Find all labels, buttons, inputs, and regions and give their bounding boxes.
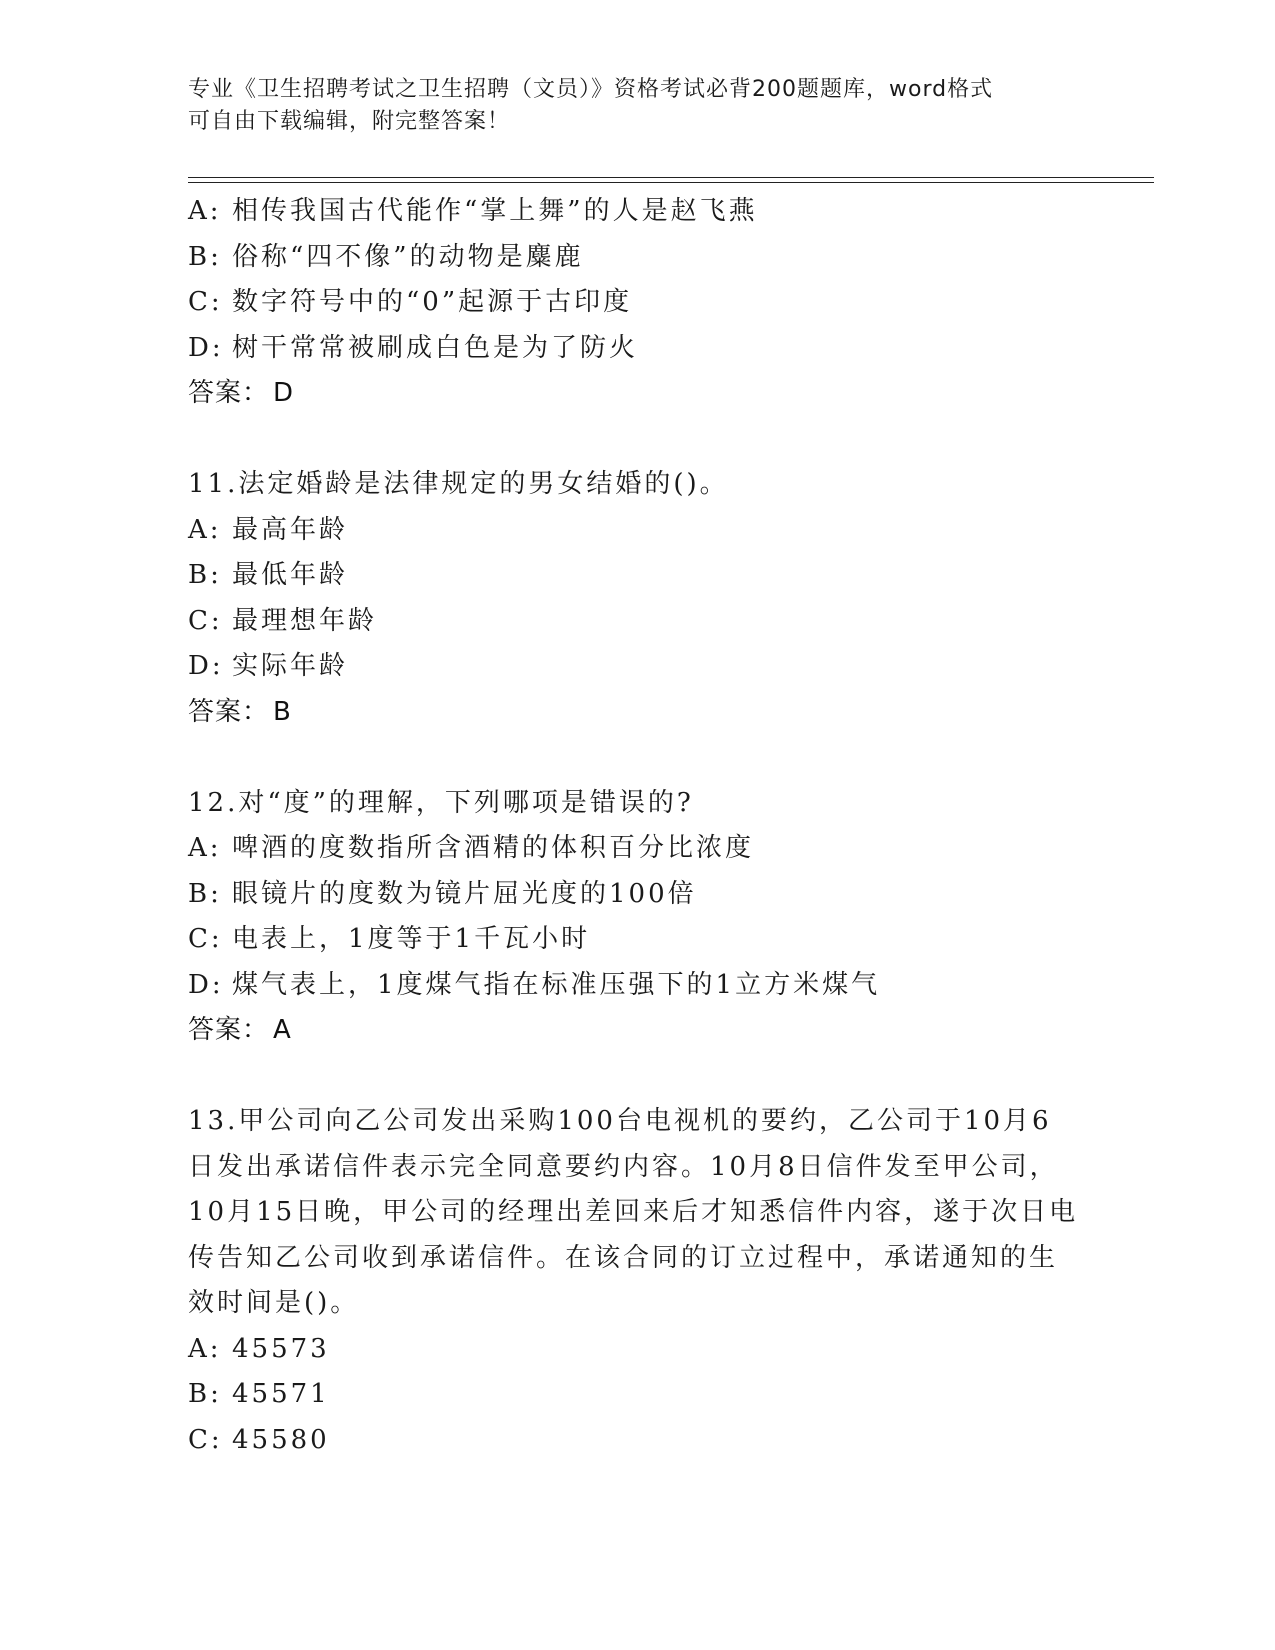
option-text: 45571 xyxy=(232,1379,330,1409)
question-12 xyxy=(188,781,1088,1054)
spacer xyxy=(188,1054,1088,1100)
option-b xyxy=(188,1372,1088,1418)
option-text: 电表上，1度等于1千瓦小时 xyxy=(232,924,591,954)
option-letter: D: xyxy=(188,332,224,363)
answer-value: D xyxy=(273,378,295,408)
header-line-1: 专业《卫生招聘考试之卫生招聘（文员）》资格考试必背200题题库，word格式 xyxy=(188,77,994,102)
question-stem: 11.法定婚龄是法律规定的男女结婚的()。 xyxy=(188,469,729,499)
answer-line xyxy=(188,690,1088,736)
option-letter: B: xyxy=(188,560,222,590)
question-stem-line: 传告知乙公司收到承诺信件。在该合同的订立过程中，承诺通知的生 xyxy=(188,1242,1059,1273)
option-text: 俗称“四不像”的动物是麋鹿 xyxy=(232,241,584,272)
option-text: 最理想年龄 xyxy=(232,605,378,636)
option-c xyxy=(188,280,1088,326)
question-stem-line: 10月15日晚，甲公司的经理出差回来后才知悉信件内容，遂于次日电 xyxy=(188,1197,1079,1227)
answer-label: 答案： xyxy=(188,378,270,408)
document-header xyxy=(188,74,1068,138)
option-d xyxy=(188,644,1088,690)
option-c xyxy=(188,917,1088,963)
option-letter: A: xyxy=(188,196,222,226)
option-text: 相传我国古代能作“掌上舞”的人是赵飞燕 xyxy=(232,196,758,226)
option-text: 数字符号中的“0”起源于古印度 xyxy=(232,287,633,317)
option-letter: B: xyxy=(188,241,222,272)
option-letter: A: xyxy=(188,1333,222,1364)
option-text: 实际年龄 xyxy=(232,651,349,681)
option-b xyxy=(188,235,1088,281)
answer-value: B xyxy=(273,696,292,727)
option-text: 最低年龄 xyxy=(232,560,349,590)
option-text: 树干常常被刷成白色是为了防火 xyxy=(232,332,639,363)
option-letter: A: xyxy=(188,833,222,863)
option-text: 啤酒的度数指所含酒精的体积百分比浓度 xyxy=(232,833,755,863)
answer-line xyxy=(188,371,1088,417)
option-letter: C: xyxy=(188,287,223,317)
question-stem-line: 效时间是()。 xyxy=(188,1288,360,1318)
option-b xyxy=(188,872,1088,918)
question-stem-line: 日发出承诺信件表示完全同意要约内容。10月8日信件发至甲公司， xyxy=(188,1151,1059,1182)
option-c xyxy=(188,1418,1088,1464)
question-11 xyxy=(188,462,1088,735)
option-text: 45573 xyxy=(232,1333,330,1364)
option-letter: B: xyxy=(188,1379,222,1409)
option-letter: A: xyxy=(188,514,222,545)
option-text: 最高年龄 xyxy=(232,514,349,545)
option-a xyxy=(188,1327,1088,1373)
option-letter: D: xyxy=(188,969,224,1000)
option-b xyxy=(188,553,1088,599)
option-letter: C: xyxy=(188,1424,223,1455)
option-letter: D: xyxy=(188,651,224,681)
option-letter: C: xyxy=(188,605,223,636)
header-line-2: 可自由下载编辑，附完整答案！ xyxy=(188,109,511,134)
header-divider-top xyxy=(188,177,1154,178)
question-10 xyxy=(188,189,1088,417)
option-text: 煤气表上，1度煤气指在标准压强下的1立方米煤气 xyxy=(232,969,881,1000)
option-d xyxy=(188,963,1088,1009)
question-list xyxy=(188,189,1088,1463)
spacer xyxy=(188,417,1088,463)
answer-label: 答案： xyxy=(188,696,270,727)
option-text: 45580 xyxy=(232,1424,330,1455)
question-stem: 12.对“度”的理解，下列哪项是错误的? xyxy=(188,787,694,818)
option-c xyxy=(188,599,1088,645)
option-a xyxy=(188,189,1088,235)
option-letter: B: xyxy=(188,878,222,909)
question-stem-line: 13.甲公司向乙公司发出采购100台电视机的要约，乙公司于10月6 xyxy=(188,1106,1052,1136)
option-text: 眼镜片的度数为镜片屈光度的100倍 xyxy=(232,878,697,909)
header-divider-bottom xyxy=(188,182,1154,183)
question-13 xyxy=(188,1099,1088,1463)
option-letter: C: xyxy=(188,924,223,954)
answer-line xyxy=(188,1008,1088,1054)
answer-label: 答案： xyxy=(188,1015,270,1045)
option-a xyxy=(188,508,1088,554)
option-a xyxy=(188,826,1088,872)
answer-value: A xyxy=(273,1015,292,1045)
option-d xyxy=(188,326,1088,372)
spacer xyxy=(188,735,1088,781)
